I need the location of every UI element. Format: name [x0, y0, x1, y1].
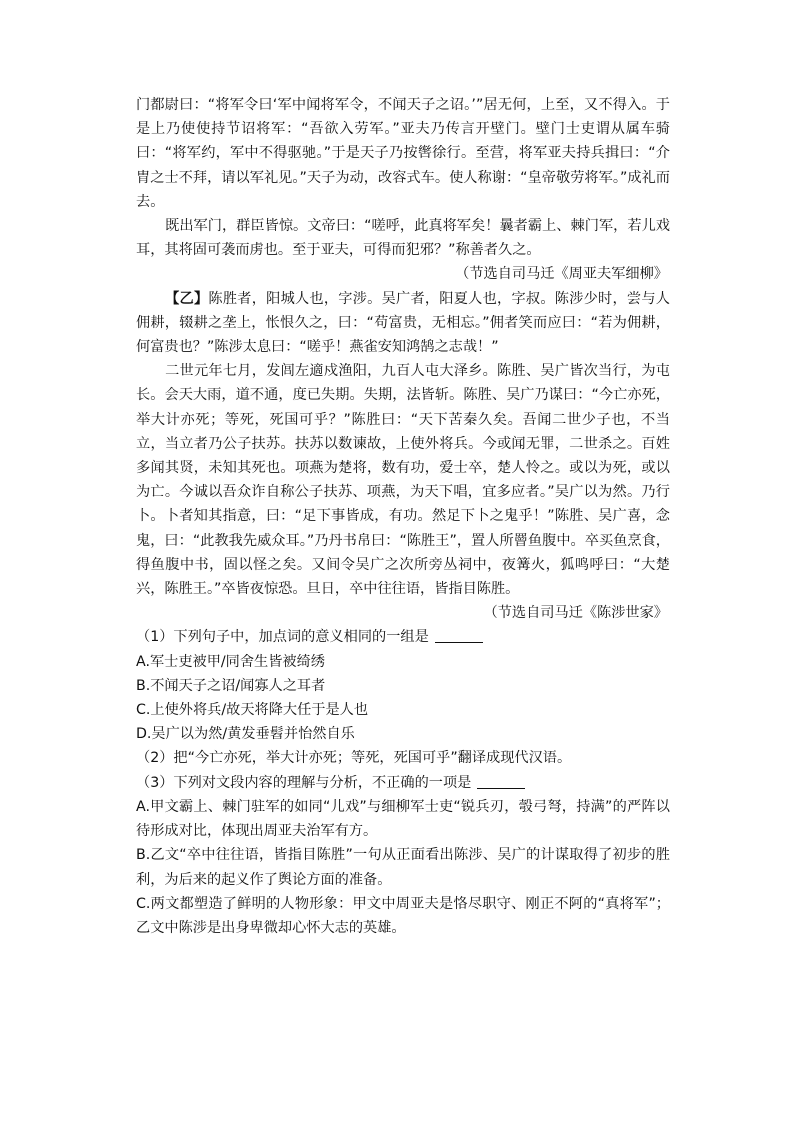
passage-yi-paragraph-1 — [136, 287, 670, 360]
passage-jia-paragraph-2: 既出军门，群臣皆惊。文帝曰：“嗟呼，此真将军矣！曩者霸上、棘门军，若儿戏耳，其将固可袭而虏也。至于亚夫，可得而犯邪？”称善者久之。 — [136, 218, 670, 259]
passage-yi-source: （节选自司马迁《陈涉世家》 — [483, 605, 668, 622]
question-1-option-d: D.吴广以为然/黄发垂髫并怡然自乐 — [136, 726, 355, 743]
question-1-option-a: A.军士吏被甲/同舍生皆被绮绣 — [136, 653, 325, 670]
question-3-option-c: C.两文都塑造了鲜明的人物形象：甲文中周亚夫是恪尽职守、刚正不阿的“真将军”；乙文中陈涉是出身卑微却心怀大志的英雄。 — [136, 895, 670, 936]
passage-yi-paragraph-2: 二世元年七月，发闾左適戍渔阳，九百人屯大泽乡。陈胜、吴广皆次当行，为屯长。会天大雨，道不通，度已失期。失期，法皆斩。陈胜、吴广乃谋曰：“今亡亦死，举大计亦死；等死，死国可乎？”陈胜曰：“天下苦秦久矣。吾闻二世少子也，不当立，当立者乃公子扶苏。扶苏以数谏故，上使外将兵。今或闻无罪，二世杀之。百姓多闻其贤，未知其死也。项燕为楚将，数有功，爱士卒，楚人怜之。或以为死，或以为亡。今诚以吾众诈自称公子扶苏、项燕，为天下唱，宜多应者。”吴广以为然。乃行卜。卜者知其指意，曰：“足下事皆成，有功。然足下卜之鬼乎！”陈胜、吴广喜，念鬼，曰：“此教我先威众耳。”乃丹书帛曰：“陈胜王”，置人所罾鱼腹中。卒买鱼烹食，得鱼腹中书，固以怪之矣。又间令吴广之次所旁丛祠中，夜篝火，狐鸣呼曰：“大楚兴，陈胜王。”卒皆夜惊恐。旦日，卒中往往语，皆指目陈胜。 — [136, 363, 670, 598]
answer-blank — [435, 641, 483, 643]
passage-yi-paragraph-1-text: 陈胜者，阳城人也，字涉。吴广者，阳夏人也，字叔。陈涉少时，尝与人佣耕，辍耕之垄上，怅恨久之，曰：“苟富贵，无相忘。”佣者笑而应曰：“若为佣耕，何富贵也？”陈涉太息曰：“嗟乎！燕雀安知鸿鹄之志哉！” — [136, 290, 670, 356]
question-1-option-b: B.不闻天子之诏/闻寡人之耳者 — [136, 677, 326, 694]
answer-blank — [477, 787, 525, 789]
question-1-stem — [136, 625, 670, 649]
question-3-stem — [136, 771, 670, 795]
question-2-stem: （2）把“今亡亦死，举大计亦死；等死，死国可乎”翻译成现代汉语。 — [136, 750, 572, 767]
question-1-text: （1）下列句子中，加点词的意义相同的一组是 — [136, 629, 429, 646]
passage-jia-source: （节选自司马迁《周亚夫军细柳》 — [455, 266, 668, 283]
question-3-option-b: B.乙文“卒中往往语，皆指目陈胜”一句从正面看出陈涉、吴广的计谋取得了初步的胜利，为后来的起义作了舆论方面的准备。 — [136, 847, 670, 888]
passage-yi-label: 【乙】 — [165, 290, 209, 307]
passage-jia-paragraph-1: 门都尉曰：“将军令曰‘军中闻将军令，不闻天子之诏。’”居无何，上至，又不得入。于是上乃使使持节诏将军：“吾欲入劳军。”亚夫乃传言开壁门。壁门士吏谓从属车骑曰：“将军约，军中不得驱驰。”于是天子乃按辔徐行。至营，将军亚夫持兵揖曰：“介胄之士不拜，请以军礼见。”天子为动，改容式车。使人称谢：“皇帝敬劳将军。”成礼而去。 — [136, 97, 670, 210]
question-3-text: （3）下列对文段内容的理解与分析，不正确的一项是 — [136, 774, 472, 791]
page-content — [136, 93, 670, 940]
question-1-option-c: C.上使外将兵/故天将降大任于是人也 — [136, 702, 369, 719]
question-3-option-a: A.甲文霸上、棘门驻军的如同“儿戏”与细柳军士吏“锐兵刃，彀弓弩，持满”的严阵以待形成对比，体现出周亚夫治军有方。 — [136, 798, 670, 840]
